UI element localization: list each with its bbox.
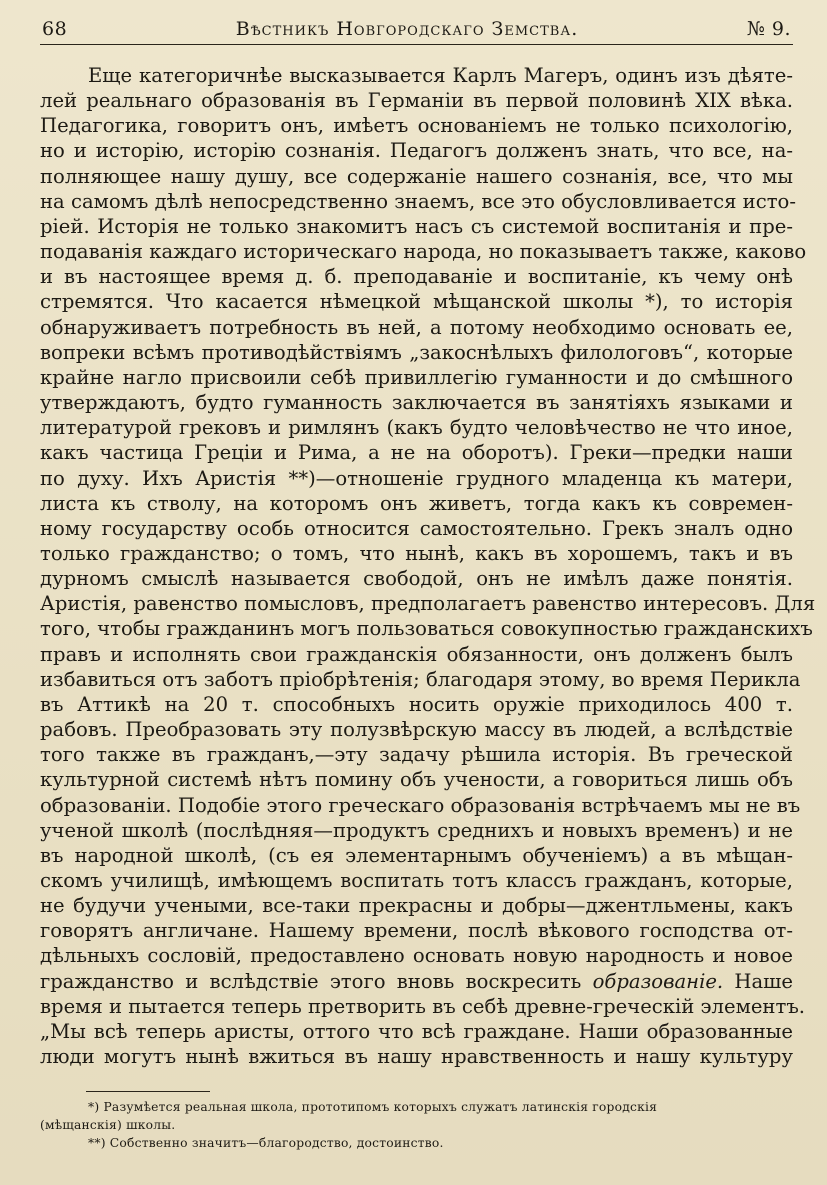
text-line: по духу. Ихъ Аристія **)—отношеніе грудного младенца къ матери, bbox=[40, 466, 793, 490]
text-line: время и пытается теперь претворить въ себѣ древне-греческій элементъ. bbox=[40, 994, 806, 1018]
text-line: избавиться отъ заботъ пріобрѣтенія; благодаря этому, во время Перикла bbox=[40, 667, 801, 691]
text-line: культурной системѣ нѣтъ помину объ учености, а говориться лишь объ bbox=[40, 768, 793, 792]
journal-title: Вѣстникъ Новгородскаго Земства. bbox=[235, 18, 579, 40]
text-line: въ народной школѣ, (съ ея элементарнымъ обученіемъ) а въ мѣщан- bbox=[40, 843, 793, 867]
text-line: вопреки всѣмъ противодѣйствіямъ „закоснѣлыхъ филологовъ“, которые bbox=[40, 340, 793, 364]
text-line: Педагогика, говоритъ онъ, имѣетъ основаніемъ не только психологію, bbox=[40, 114, 793, 138]
text-line: и въ настоящее время д. б. преподаваніе и воспитаніе, къ чему онѣ bbox=[40, 265, 793, 289]
text-line: не будучи учеными, все-таки прекрасны и добры—джентльмены, какъ bbox=[40, 894, 793, 918]
text-line: ученой школѣ (послѣдняя—продуктъ среднихъ и новыхъ временъ) и не bbox=[40, 818, 793, 842]
header-rule bbox=[40, 44, 793, 45]
text-line: но и исторію, исторію сознанія. Педагогъ долженъ знать, что все, на- bbox=[40, 139, 793, 163]
issue-number: № 9. bbox=[746, 18, 791, 40]
text-line-with-emphasis bbox=[40, 969, 793, 994]
page-number: 68 bbox=[42, 18, 68, 40]
text-line: какъ частица Греціи и Рима, а не на оборотъ). Греки—предки наши bbox=[40, 441, 793, 465]
text-line: крайне нагло присвоили себѣ привиллегію гуманности и до смѣшного bbox=[40, 365, 793, 389]
text-line: образованіи. Подобіе этого греческаго образованія встрѣчаемъ мы не въ bbox=[40, 793, 801, 817]
footnotes bbox=[40, 1098, 793, 1152]
text-line: Еще категоричнѣе высказывается Карлъ Магеръ, одинъ изъ дѣяте- bbox=[88, 64, 793, 87]
text-line: дѣльныхъ сословій, предоставлено основать новую народность и новое bbox=[40, 944, 793, 968]
text-segment: гражданство и вслѣдствіе этого вновь воскресить bbox=[40, 969, 582, 993]
text-line: въ Аттикѣ на 20 т. способныхъ носить оружіе приходилось 400 т. bbox=[40, 692, 793, 716]
text-segment: Наше bbox=[723, 969, 793, 993]
main-text bbox=[40, 63, 816, 1069]
text-line: на самомъ дѣлѣ непосредственно знаемъ, все это обусловливается исто- bbox=[40, 189, 796, 213]
text-line: скомъ училищѣ, имѣющемъ воспитать тотъ классъ гражданъ, которые, bbox=[40, 869, 793, 892]
emphasized-word: образованіе. bbox=[592, 969, 724, 993]
text-line: люди могутъ нынѣ вжиться въ нашу нравственность и нашу культуру bbox=[40, 1045, 793, 1069]
text-line: правъ и исполнять свои гражданскія обязанности, онъ долженъ былъ bbox=[40, 642, 793, 666]
text-line: того также въ гражданъ,—эту задачу рѣшила исторія. Въ греческой bbox=[40, 743, 793, 767]
text-line: утверждаютъ, будто гуманность заключается въ занятіяхъ языками и bbox=[40, 391, 793, 415]
text-line: стремятся. Что касается нѣмецкой мѣщанской школы *), то исторія bbox=[40, 290, 793, 314]
footnote-1-continued: (мѣщанскія) школы. bbox=[40, 1118, 176, 1133]
text-line: подаванія каждаго историческаго народа, но показываетъ также, каково bbox=[40, 240, 807, 264]
text-line: говорятъ англичане. Нашему времени, послѣ вѣкового господства от- bbox=[40, 919, 793, 943]
text-line: ному государству особь относится самостоятельно. Грекъ зналъ одно bbox=[40, 516, 793, 540]
text-line: листа къ стволу, на которомъ онъ живетъ, тогда какъ къ современ- bbox=[40, 491, 793, 515]
text-line: литературой грековъ и римлянъ (какъ будто человѣчество не что иное, bbox=[40, 416, 793, 440]
running-header bbox=[40, 18, 793, 44]
text-line: ріей. Исторія не только знакомитъ насъ съ системой воспитанія и пре- bbox=[40, 214, 793, 238]
text-line: обнаруживаетъ потребность въ ней, а потому необходимо основать ее, bbox=[40, 315, 793, 339]
text-line: того, чтобы гражданинъ могъ пользоваться совокупностью гражданскихъ bbox=[40, 617, 813, 641]
footnote-2: **) Собственно значитъ—благородство, достоинство. bbox=[88, 1136, 444, 1151]
text-line: дурномъ смыслѣ называется свободой, онъ не имѣлъ даже понятія. bbox=[40, 567, 793, 591]
text-line: рабовъ. Преобразовать эту полузвѣрскую массу въ людей, а вслѣдствіе bbox=[40, 718, 793, 742]
text-line: „Мы всѣ теперь аристы, оттого что всѣ граждане. Наши образованные bbox=[40, 1019, 793, 1043]
text-line: Аристія, равенство помысловъ, предполагаетъ равенство интересовъ. Для bbox=[40, 592, 816, 616]
text-line: лей реальнаго образованія въ Германіи въ первой половинѣ XIX вѣка. bbox=[40, 89, 793, 113]
text-line: только гражданство; о томъ, что нынѣ, какъ въ хорошемъ, такъ и въ bbox=[40, 541, 793, 565]
text-line: полняющее нашу душу, все содержаніе нашего сознанія, все, что мы bbox=[40, 164, 793, 188]
footnote-rule bbox=[86, 1091, 210, 1092]
footnote-1: *) Разумѣется реальная школа, прототипомъ которыхъ служатъ латинскія городскія bbox=[88, 1100, 658, 1115]
